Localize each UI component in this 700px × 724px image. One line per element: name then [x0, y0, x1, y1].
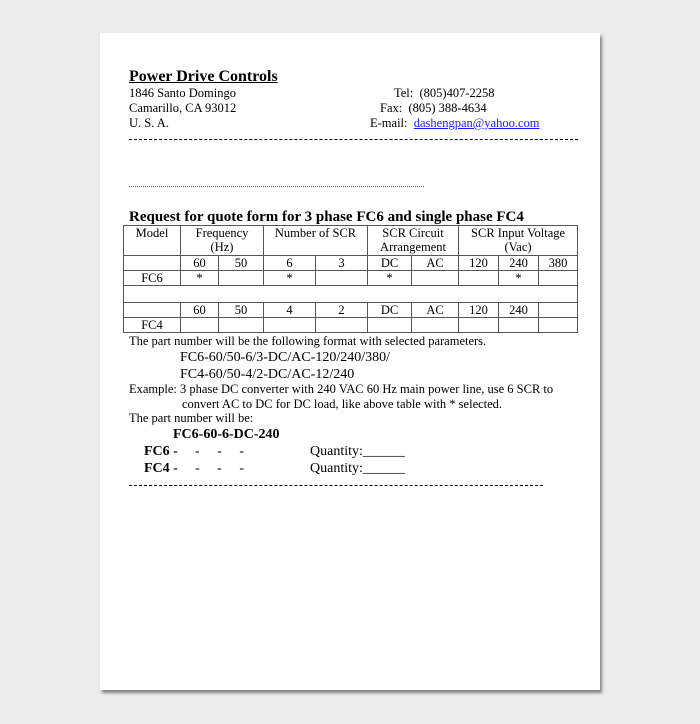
tel-line [394, 86, 495, 101]
fax-value: (805) 388-4634 [408, 101, 487, 115]
address-line-3: U. S. A. [129, 116, 169, 130]
company-name: Power Drive Controls [129, 68, 278, 85]
cell: 120 [459, 256, 499, 271]
cell [539, 303, 578, 318]
cell: 3 [316, 256, 368, 271]
document-page [100, 33, 600, 690]
table-header-row [124, 226, 578, 256]
cell: AC [412, 303, 459, 318]
cell-input[interactable] [539, 318, 578, 333]
form-title: Request for quote form for 3 phase FC6 and single phase FC4 [129, 209, 524, 225]
header-model: Model [124, 226, 181, 256]
email-line [370, 116, 539, 131]
format-intro: The part number will be the following format with selected parameters. [129, 334, 487, 348]
cell-input[interactable] [499, 318, 539, 333]
cell: 4 [264, 303, 316, 318]
order-model-fc6: FC6 - [144, 444, 178, 459]
cell-input[interactable]: * [368, 271, 412, 286]
cell: 380 [539, 256, 578, 271]
cell-input[interactable]: * [264, 271, 316, 286]
cell: 240 [499, 256, 539, 271]
header-frequency: Frequency (Hz) [181, 226, 264, 256]
format-fc4: FC4-60/50-4/2-DC/AC-12/240 [180, 367, 355, 382]
address-line-2: Camarillo, CA 93012 [129, 101, 237, 115]
cell-model: FC6 [124, 271, 181, 286]
order-model-fc4: FC4 - [144, 461, 178, 476]
cell-input[interactable] [368, 318, 412, 333]
quantity-fc4[interactable]: Quantity:______ [310, 461, 405, 476]
result-intro: The part number will be: [129, 411, 254, 425]
example-line-2: convert AC to DC for DC load, like above table with * selected. [182, 397, 503, 411]
order-blanks-fc6[interactable]: - - - [195, 444, 244, 459]
table-row-fc4 [124, 318, 578, 333]
cell [124, 303, 181, 318]
cell-input[interactable] [181, 318, 219, 333]
spacer-cell [124, 286, 578, 303]
tel-label: Tel: [394, 86, 414, 100]
cell-input[interactable] [316, 271, 368, 286]
email-label: E-mail: [370, 116, 408, 130]
quantity-fc6[interactable]: Quantity:______ [310, 444, 405, 459]
cell-input[interactable]: * [499, 271, 539, 286]
cell: 2 [316, 303, 368, 318]
table-row-fc4-options [124, 303, 578, 318]
cell: AC [412, 256, 459, 271]
cell: 50 [219, 303, 264, 318]
cell-input[interactable] [412, 271, 459, 286]
cell: 60 [181, 256, 219, 271]
cell-input[interactable] [264, 318, 316, 333]
cell: 120 [459, 303, 499, 318]
cell: 50 [219, 256, 264, 271]
cell-input[interactable] [219, 271, 264, 286]
fax-label: Fax: [380, 101, 403, 115]
separator-short [129, 186, 424, 187]
cell-input[interactable] [316, 318, 368, 333]
cell-model: FC4 [124, 318, 181, 333]
header-circuit: SCR Circuit Arrangement [368, 226, 459, 256]
cell [124, 256, 181, 271]
cell-input[interactable] [459, 271, 499, 286]
cell-input[interactable]: * [181, 271, 219, 286]
header-scr-count: Number of SCR [264, 226, 368, 256]
cell: 6 [264, 256, 316, 271]
order-blanks-fc4[interactable]: - - - [195, 461, 244, 476]
cell-input[interactable] [412, 318, 459, 333]
table-row-spacer [124, 286, 578, 303]
order-line-fc6 [144, 443, 178, 460]
cell-input[interactable] [219, 318, 264, 333]
cell: 60 [181, 303, 219, 318]
order-line-fc4 [144, 460, 178, 477]
separator-bottom [129, 485, 543, 486]
cell: DC [368, 256, 412, 271]
cell: 240 [499, 303, 539, 318]
example-line-1: Example: 3 phase DC converter with 240 VAC 60 Hz main power line, use 6 SCR to [129, 382, 554, 396]
result-part-number: FC6-60-6-DC-240 [173, 427, 280, 442]
format-fc6: FC6-60/50-6/3-DC/AC-120/240/380/ [180, 350, 391, 365]
table-row-fc6 [124, 271, 578, 286]
tel-value: (805)407-2258 [419, 86, 495, 100]
email-link[interactable]: dashengpan@yahoo.com [413, 116, 540, 130]
fax-line [380, 101, 487, 116]
cell-input[interactable] [459, 318, 499, 333]
separator-top [129, 139, 578, 140]
table-row-fc6-options [124, 256, 578, 271]
rfq-table [123, 225, 578, 333]
header-voltage: SCR Input Voltage (Vac) [459, 226, 578, 256]
address-line-1: 1846 Santo Domingo [129, 86, 236, 100]
cell: DC [368, 303, 412, 318]
cell-input[interactable] [539, 271, 578, 286]
